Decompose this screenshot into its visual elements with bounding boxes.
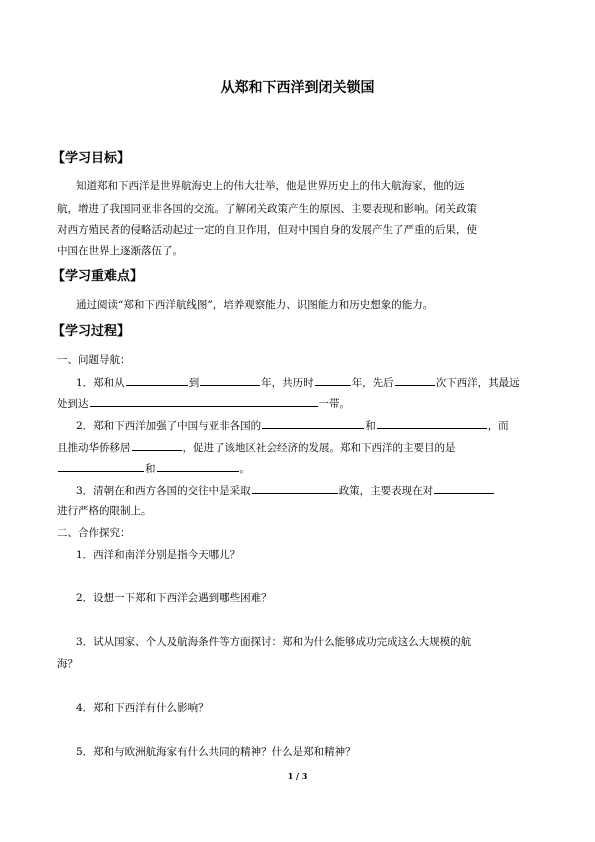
answer-blank[interactable] <box>126 374 188 386</box>
process-heading: 【学习过程】 <box>52 324 131 339</box>
discussion-question-3-line-2: 海？ <box>57 658 78 670</box>
answer-blank[interactable] <box>132 439 182 451</box>
discussion-question-5: 5．郑和与欧洲航海家有什么共同的精神？什么是郑和精神？ <box>76 746 356 758</box>
goals-line: 航，增进了我国同亚非各国的交流。了解闭关政策产生的原因、主要表现和影响。闭关政策 <box>57 203 477 215</box>
part1-title: 一、问题导航： <box>57 354 131 366</box>
question-1-line-1: 1．郑和从 到 年，共历时 年，先后 次下西洋，其最远 <box>76 374 520 390</box>
goals-heading: 【学习目标】 <box>52 151 131 166</box>
question-3-line-2: 进行严格的限制上。 <box>57 505 152 517</box>
discussion-question-1: 1．西洋和南洋分别是指今天哪儿？ <box>76 549 241 561</box>
answer-blank[interactable] <box>157 460 239 472</box>
answer-blank[interactable] <box>252 482 338 494</box>
goals-line: 对西方殖民者的侵略活动起过一定的自卫作用，但对中国自身的发展产生了严重的后果，使 <box>57 224 477 236</box>
question-1-line-2: 处到达 一带。 <box>57 395 350 411</box>
discussion-question-4: 4．郑和下西洋有什么影响？ <box>76 702 209 714</box>
answer-blank[interactable] <box>377 417 487 429</box>
goals-line: 知道郑和下西洋是世界航海史上的伟大壮举，他是世界历史上的伟大航海家，他的远 <box>76 180 465 192</box>
discussion-question-3-line-1: 3．试从国家、个人及航海条件等方面探讨：郑和为什么能够成功完成这么大规模的航 <box>76 636 472 648</box>
answer-blank[interactable] <box>395 374 435 386</box>
answer-blank[interactable] <box>200 374 260 386</box>
discussion-question-2: 2．设想一下郑和下西洋会遇到哪些困难？ <box>76 592 272 604</box>
page-number: 1 / 3 <box>287 771 308 781</box>
question-2-line-1: 2．郑和下西洋加强了中国与亚非各国的 和 ，而 <box>76 417 509 433</box>
question-2-line-2: 且推动华侨移居 ，促进了该地区社会经济的发展。郑和下西洋的主要目的是 <box>57 439 456 455</box>
question-3-line-1: 3．清朝在和西方各国的交往中是采取 政策，主要表现在对 <box>76 482 495 498</box>
answer-blank[interactable] <box>262 417 364 429</box>
question-2-line-3: 和 。 <box>57 460 250 476</box>
keypoints-line: 通过阅读“郑和下西洋航线图”，培养观察能力、识图能力和历史想象的能力。 <box>76 299 434 311</box>
answer-blank[interactable] <box>315 374 351 386</box>
page-title: 从郑和下西洋到闭关锁国 <box>220 80 375 96</box>
goals-line: 中国在世界上逐渐落伍了。 <box>57 245 183 257</box>
part2-title: 二、合作探究： <box>57 527 131 539</box>
answer-blank[interactable] <box>58 460 144 472</box>
answer-blank[interactable] <box>434 482 494 494</box>
answer-blank[interactable] <box>90 395 318 407</box>
keypoints-heading: 【学习重难点】 <box>52 269 144 284</box>
